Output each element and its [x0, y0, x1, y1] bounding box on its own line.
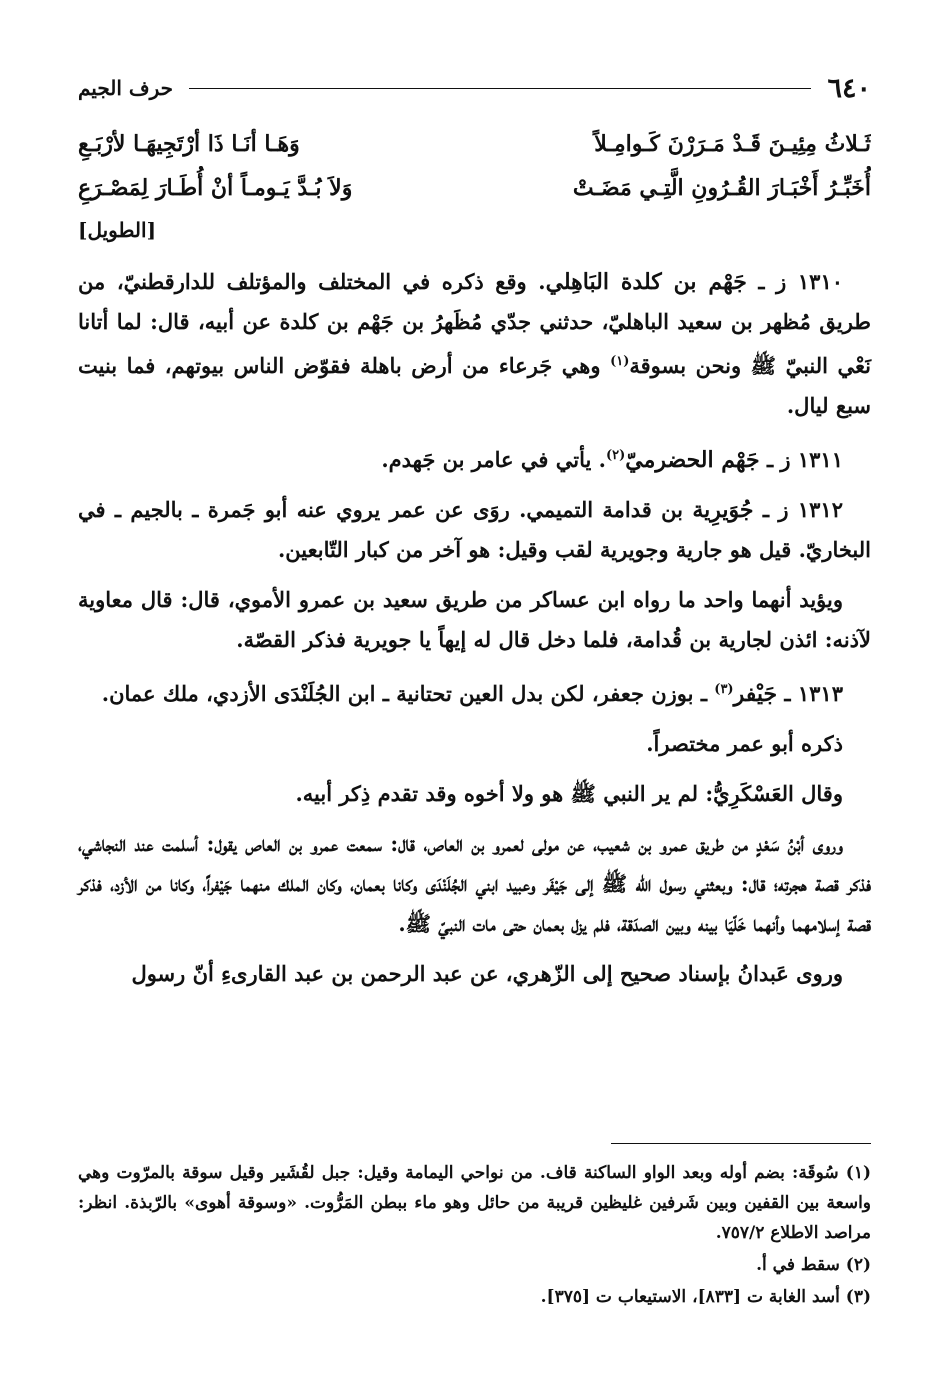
- entry-number: ١٣١٢ ز ـ: [762, 497, 843, 522]
- paragraph: وروى أبْنُ سَعْدٍ من طريق عمرو بن شعيب، عن مولى لعمرو بن العاص، قال: سمعت عمرو بن العاص يقول: أسلمت عند النجاشي، فذكر قصة هجرته؛ قال: وبعثني رسول الله ﷺ إلى جَيْفَر وعبيد ابني الجُلَنْدَى وكانا بعمان، وكان الملك منهما جَيْفراً، وكانا من الأزد، فذكر قصة إسلامهما وأنهما خَلّيَا بينه وبين الصدَقة، فلم يزل بعمان حتى مات النبيّ ﷺ.: [78, 831, 871, 936]
- footnote-marker: (٣): [714, 682, 734, 697]
- entry-text: . وقع ذكره في المختلف والمؤتلف للدارقطنيّ، من طريق مُظهر بن سعيد الباهليّ، حدثني جدّي مُظَهرُ بن جَهْم بن كلدة عن أبيه، قال: لما أتانا نَعْي النبيّ ﷺ ونحن بسوقة: [78, 269, 871, 378]
- entry-number: ١٣١٣ ـ: [784, 681, 843, 706]
- poem-verse: [78, 122, 871, 166]
- footnote-separator: [611, 1143, 871, 1144]
- page-number: ٦٤٠: [827, 72, 871, 104]
- chapter-title: حرف الجيم: [78, 76, 173, 100]
- hemistich-second: وَهَـا أنَـا ذَا أرْتَجِيهَـا لأرْبَـعِ: [78, 131, 300, 157]
- entry-name: جُوَيرِية: [692, 497, 754, 523]
- paragraph: ويؤيد أنهما واحد ما رواه ابن عساكر من طريق سعيد بن عمرو الأموي، قال: قال معاوية لآذنه: ائذن لجارية بن قُدامة، فلما دخل قال له إيهاً يا جويرية فذكر القصّة.: [78, 587, 871, 652]
- paragraph: وروى عَبدانُ بإسناد صحيح إلى الزّهري، عن عبد الرحمن بن عبد القارىءِ أنّ رسول: [131, 961, 843, 986]
- entry-name: جَهْم الحضرميّ: [625, 447, 760, 473]
- footnote-marker: (١): [610, 354, 630, 369]
- main-text: [78, 262, 871, 1004]
- hemistich-second: وَلاَ بُـدَّ يَـومـاً أنْ أُطَـارَ لِمَصْـرَعِ: [78, 175, 353, 201]
- footnotes: [78, 1158, 871, 1314]
- footnote: (٢) سقط في أ.: [756, 1255, 871, 1275]
- entry-number: ١٣١٠ ز ـ: [758, 269, 844, 294]
- entry-name: جَهْم بن كلدة البَاهِلي: [545, 269, 747, 295]
- page-header: [78, 68, 871, 108]
- paragraph: ذكره أبو عمر مختصراً.: [646, 731, 843, 756]
- footnote: (١) سُوقَة: بضم أوله وبعد الواو الساكنة قاف. من نواحي اليمامة وقيل: جبل لقُشَير وقيل سوقة بالمرّوت وهي واسعة بين القفين وبين شَرفين غليظين قريبة من حائل وهو ماء ببطن المَرُّوت. «وسوقة أهوى» بالرّبذة. انظر: مراصد الاطلاع ٧٥٧/٢.: [78, 1163, 871, 1243]
- paragraph: وقال العَسْكَرِيُّ: لم ير النبي ﷺ هو ولا أخوه وقد تقدم ذِكر أبيه.: [295, 781, 843, 806]
- header-rule: [189, 88, 811, 89]
- entry-1312: [78, 490, 871, 570]
- footnote: (٣) أسد الغابة ت [٨٣٣]، الاستيعاب ت [٣٧٥].: [540, 1287, 871, 1307]
- entry-1311: [78, 436, 871, 480]
- hemistich-first: أُخَبِّـرُ أَخْبَـارَ القُـرُونِ الَّتِـي مَضَـتْ: [572, 175, 871, 201]
- entry-text: ـ بوزن جعفر، لكن بدل العين تحتانية ـ ابن الجُلَنْدَى الأزدي، ملك عمان.: [101, 681, 715, 706]
- hemistich-first: ثَـلاثُ مِئِيـنَ قَـدْ مَـرَرْنَ كَـوامِـلاً: [594, 131, 871, 157]
- poem-verse: [78, 166, 871, 210]
- entry-number: ١٣١١ ز ـ: [766, 447, 843, 472]
- footnote-marker: (٢): [605, 448, 626, 463]
- entry-1313: [78, 670, 871, 714]
- entry-text: بن قدامة التميمي. روَى عن عمر يروي عنه أبو جَمرة ـ بالجيم ـ في البخاريّ. قيل هو جارية وجويرية لقب وقيل: هو آخر من كبار التّابعين.: [78, 497, 871, 562]
- entry-text: وهي جَرعاء من أرض باهلة فقوّض الناس بيوتهم، فما بنيت سبع ليال.: [78, 353, 871, 418]
- poem-meter: [الطويل]: [78, 218, 157, 242]
- entry-text: . يأتي في عامر بن جَهدم.: [381, 447, 606, 472]
- entry-1310: [78, 262, 871, 426]
- entry-name: جَيْفر: [733, 681, 778, 707]
- poem: [78, 122, 871, 250]
